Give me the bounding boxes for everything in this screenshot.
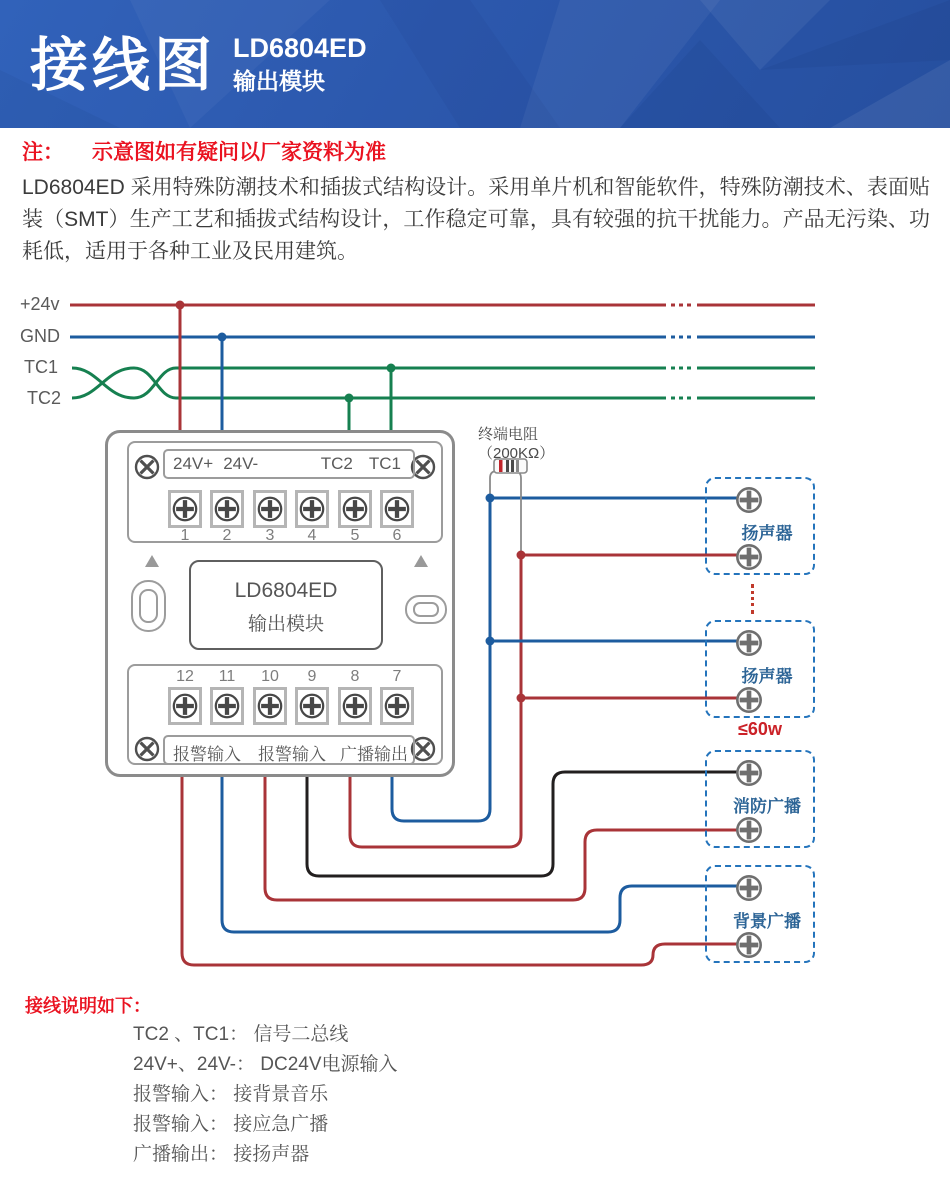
terminal-screw-icon: [380, 687, 414, 725]
terminal-resistor-icon: [490, 459, 527, 556]
module-nameplate: [189, 560, 383, 650]
corner-screw-icon: [134, 736, 160, 762]
terminal-screw-icon: [168, 687, 202, 725]
terminal-screw-icon: [253, 687, 287, 725]
bus-label-24v: +24v: [20, 294, 60, 314]
device-label: 扬声器: [741, 524, 793, 543]
terminal-number: 11: [218, 668, 236, 685]
bottom-terminal-strip: [163, 735, 415, 765]
top-terminal-block: [127, 441, 443, 543]
terminal-group-label: 报警输入: [258, 745, 326, 764]
triangle-mark-icon: [145, 555, 159, 567]
device-label: 背景广播: [733, 912, 801, 931]
terminal-screw-icon: [338, 687, 372, 725]
device-screw-icon: [735, 816, 763, 844]
mount-slot-icon: [405, 595, 447, 624]
device-screw-icon: [735, 543, 763, 571]
bus-label-gnd: GND: [20, 326, 60, 346]
wire-terminal9-black: [307, 762, 747, 876]
terminal-number: 2: [222, 527, 232, 544]
note-text: 示意图如有疑问以厂家资料为准: [92, 141, 386, 164]
bus-label-tc1: TC1: [24, 357, 59, 377]
wiring-note-item: 广播输出： 接扬声器: [133, 1144, 310, 1165]
terminal-number: 3: [265, 527, 275, 544]
module-type: 输出模块: [233, 68, 325, 94]
terminal-screw-icon: [168, 490, 202, 528]
terminal-label-24vminus: 24V-: [223, 454, 259, 473]
bus-label-tc2: TC2: [27, 388, 62, 408]
device-screw-icon: [735, 759, 763, 787]
device-label: 扬声器: [741, 667, 793, 686]
device-screw-icon: [735, 629, 763, 657]
terminal-number: 10: [261, 668, 279, 685]
device-box-speaker2: [705, 620, 815, 718]
device-label: 消防广播: [733, 797, 801, 816]
resistor-name: 终端电阻: [478, 426, 539, 443]
corner-screw-icon: [134, 454, 160, 480]
terminal-group-label: 广播输出: [340, 745, 408, 764]
top-terminal-strip: [163, 449, 415, 479]
wire-bus-tc2: [72, 368, 666, 398]
terminal-number: 12: [176, 668, 194, 685]
wiring-note-item: 24V+、24V-： DC24V电源输入: [133, 1054, 398, 1075]
terminal-number: 4: [307, 527, 317, 544]
terminal-number: 8: [350, 668, 360, 685]
power-limit-label: ≤60w: [738, 719, 782, 739]
device-box-background-broadcast: [705, 865, 815, 963]
bottom-terminal-block: [127, 664, 443, 765]
terminal-screw-icon: [380, 490, 414, 528]
terminal-number: 9: [307, 668, 317, 685]
terminal-group-label: 报警输入: [173, 745, 241, 764]
product-description: LD6804ED 采用特殊防潮技术和插拔式结构设计。采用单片机和智能软件，特殊防潮技术、表面贴装（SMT）生产工艺和插拔式结构设计，工作稳定可靠，具有较强的抗干扰能力。产品无污染、功耗低，适用于各种工业及民用建筑。: [22, 176, 930, 263]
terminal-screw-icon: [338, 490, 372, 528]
wiring-notes-heading: 接线说明如下：: [25, 996, 151, 1016]
module-nameplate-name: 输出模块: [247, 614, 324, 635]
device-screw-icon: [735, 686, 763, 714]
device-screw-icon: [735, 486, 763, 514]
triangle-mark-icon: [414, 555, 428, 567]
model-number: LD6804ED: [233, 33, 367, 63]
more-speakers-ellipsis: [751, 584, 754, 614]
page-title: 接线图: [30, 33, 217, 98]
terminal-screw-icon: [295, 687, 329, 725]
terminal-label-24vplus: 24V+: [173, 454, 214, 473]
note-prefix: 注：: [22, 141, 64, 164]
terminal-number: 6: [392, 527, 402, 544]
module-nameplate-model: LD6804ED: [234, 579, 338, 602]
terminal-screw-icon: [253, 490, 287, 528]
wiring-note-item: 报警输入： 接应急广播: [133, 1114, 329, 1135]
mount-slot-icon: [131, 580, 166, 632]
terminal-number: 1: [180, 527, 190, 544]
wiring-note-item: 报警输入： 接背景音乐: [133, 1084, 329, 1105]
terminal-screw-icon: [210, 687, 244, 725]
wiring-note-item: TC2 、TC1： 信号二总线: [133, 1024, 349, 1045]
wire-bus-tc1: [72, 368, 666, 398]
device-box-speaker1: [705, 477, 815, 575]
resistor-label: [478, 425, 554, 463]
device-screw-icon: [735, 931, 763, 959]
output-module: [105, 430, 455, 777]
terminal-label-tc1: TC1: [368, 454, 401, 473]
wire-terminal10-red: [265, 762, 747, 900]
device-box-fire-broadcast: [705, 750, 815, 848]
resistor-value: （200KΩ）: [478, 445, 555, 462]
wire-terminal12-red: [182, 762, 747, 965]
terminal-screw-icon: [210, 490, 244, 528]
terminal-label-tc2: TC2: [320, 454, 353, 473]
device-screw-icon: [735, 874, 763, 902]
terminal-number: 5: [350, 527, 360, 544]
terminal-number: 7: [392, 668, 402, 685]
terminal-screw-icon: [295, 490, 329, 528]
